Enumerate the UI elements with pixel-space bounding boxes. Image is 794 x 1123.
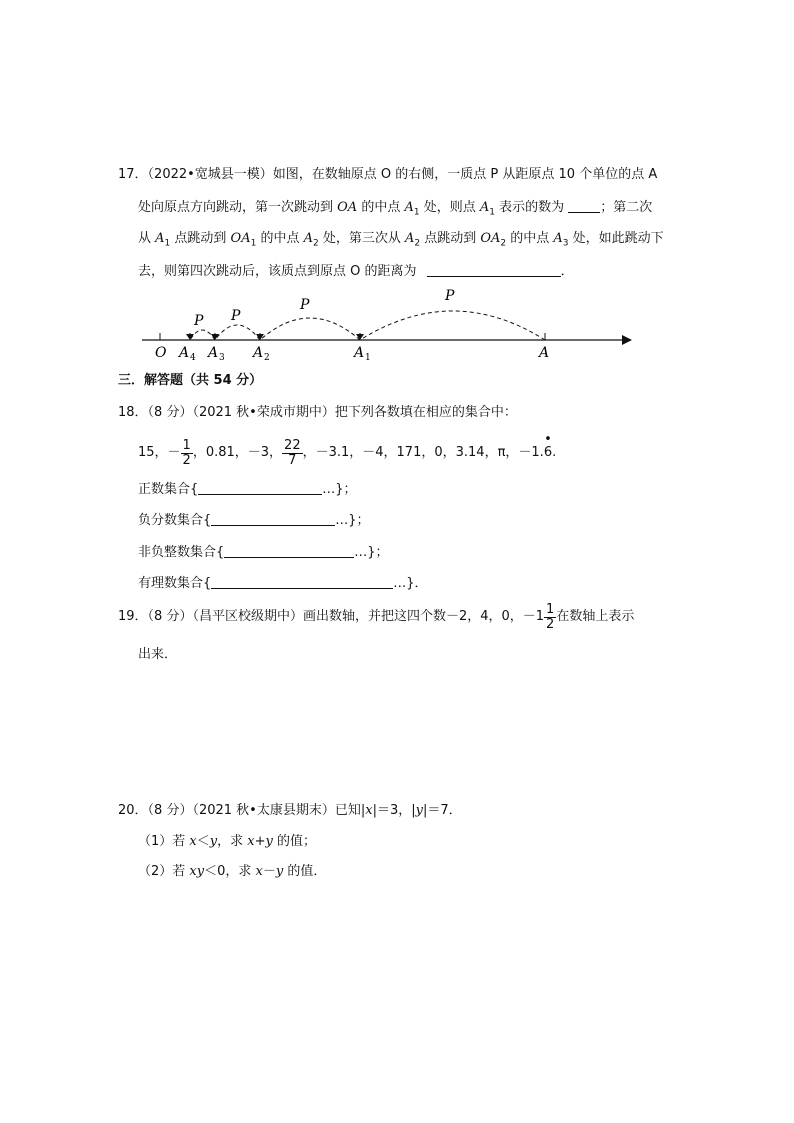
var-x: x xyxy=(247,834,255,849)
set-tail: …}； xyxy=(354,545,389,560)
math-A: A xyxy=(404,231,415,246)
frac-num: 22 xyxy=(284,437,301,453)
var-y: y xyxy=(265,834,273,849)
q17-text: 处向原点方向跳动，第一次跳动到 xyxy=(138,200,338,215)
q20-text: （1）若 xyxy=(138,834,190,849)
var-y: y xyxy=(415,803,423,818)
label-A2-sub: 2 xyxy=(264,353,270,363)
subscript: 3 xyxy=(562,238,569,249)
rational-set-blank[interactable] xyxy=(211,574,393,589)
q18-set-negative-fraction xyxy=(138,511,370,530)
frac-num: 1 xyxy=(182,437,191,453)
set-label: 有理数集合{ xyxy=(138,576,212,591)
q17-line2 xyxy=(138,198,652,222)
q19-line2: 出来． xyxy=(138,647,178,662)
var-x: x xyxy=(189,834,197,849)
label-P-1: P xyxy=(445,288,455,304)
set-label: 正数集合{ xyxy=(138,482,199,497)
label-A2: A xyxy=(253,345,264,361)
arrowhead-icon xyxy=(186,334,194,340)
frac-den: 2 xyxy=(546,616,555,632)
math-OA: OA xyxy=(230,231,251,246)
q17-number: 17． xyxy=(118,167,148,182)
set-tail: …}； xyxy=(322,482,357,497)
math-A: A xyxy=(155,231,165,246)
math-OA: OA xyxy=(337,200,358,215)
q17-text: 表示的数为 xyxy=(494,200,565,215)
math-A: A xyxy=(479,200,490,215)
set-label: 负分数集合{ xyxy=(138,513,212,528)
q20-text: － xyxy=(262,864,276,879)
q17-text: 的中点 xyxy=(256,231,304,246)
var-x: x xyxy=(255,864,263,879)
label-A1-sub: 1 xyxy=(365,353,371,363)
subscript: 1 xyxy=(413,207,420,218)
q20-text: + xyxy=(254,834,266,849)
label-A4: A xyxy=(179,345,190,361)
fraction-half xyxy=(181,439,193,468)
set-tail: …}． xyxy=(393,576,428,591)
label-A4-sub: 4 xyxy=(190,353,196,363)
q18-header: 18．（8 分）（2021 秋•荣成市期中）把下列各数填在相应的集合中： xyxy=(118,405,517,420)
label-A: A xyxy=(539,345,550,361)
jump-arc-2 xyxy=(260,318,360,340)
q17-answer-blank-1[interactable] xyxy=(568,198,600,213)
q20-part2 xyxy=(138,863,326,881)
q20-text: ＜ xyxy=(196,834,210,849)
q18-numbers xyxy=(138,432,557,468)
q18-text: ，－3.1，－4，171，0，3.14，π，－1. xyxy=(302,445,544,460)
math-A: A xyxy=(303,231,313,246)
set-label: 非负整数集合{ xyxy=(138,545,225,560)
q17-line1-text: （2022•宽城县一模）如图，在数轴原点 O 的右侧，一质点 P 从距原点 10 个单位的点 A xyxy=(147,167,658,182)
q18-text: ，0.81，－3， xyxy=(192,445,283,460)
q20-text: 20．（8 分）（2021 秋•太康县期末）已知| xyxy=(118,803,366,818)
q17-text: 从 xyxy=(138,231,156,246)
frac-num: 1 xyxy=(546,601,555,617)
q20-text: |＝3，| xyxy=(372,803,416,818)
frac-den: 7 xyxy=(288,452,297,468)
set-tail: …}； xyxy=(335,513,370,528)
math-A: A xyxy=(553,231,563,246)
positive-set-blank[interactable] xyxy=(198,480,322,495)
label-A3-sub: 3 xyxy=(219,353,225,363)
frac-den: 2 xyxy=(182,452,191,468)
q20-text: |＝7． xyxy=(422,803,462,818)
q17-text: 处，则点 xyxy=(419,200,480,215)
q20-text: ，求 xyxy=(217,834,248,849)
q17-answer-blank-2[interactable] xyxy=(427,262,561,277)
repeat-dot: • xyxy=(544,432,552,447)
q17-text: 的中点 xyxy=(357,200,405,215)
var-x: x xyxy=(365,803,373,818)
q18-text: 15，－ xyxy=(138,445,181,460)
q17-text: 处，第三次从 xyxy=(318,231,405,246)
q19-text: 在数轴上表示 xyxy=(556,609,635,624)
subscript: 1 xyxy=(250,238,257,249)
subscript: 2 xyxy=(414,238,421,249)
repeat-digit: 6 xyxy=(543,445,553,460)
label-P-3: P xyxy=(231,308,241,324)
q20-header xyxy=(118,802,462,820)
section-title: 三．解答题（共 54 分） xyxy=(118,373,263,388)
label-P-2: P xyxy=(300,297,310,313)
var-y: y xyxy=(275,864,284,879)
q19-header xyxy=(118,602,634,632)
q20-text: 的值； xyxy=(272,834,317,849)
subscript: 1 xyxy=(164,238,171,249)
q20-text: ＜0，求 xyxy=(204,864,256,879)
label-A3: A xyxy=(208,345,219,361)
q17-line1 xyxy=(118,166,657,184)
q17-text: 点跳动到 xyxy=(170,231,231,246)
jump-arc-4 xyxy=(190,330,215,340)
math-A: A xyxy=(404,200,414,215)
q19-text: 19．（8 分）（昌平区校级期中）画出数轴，并把这四个数－2，4，0，－1 xyxy=(118,609,545,624)
negative-fraction-set-blank[interactable] xyxy=(211,511,335,526)
q18-set-nonneg-int xyxy=(138,543,389,562)
jump-arc-3 xyxy=(215,325,260,340)
q20-part1 xyxy=(138,833,316,851)
q17-text: 点跳动到 xyxy=(420,231,481,246)
var-y: y xyxy=(209,834,218,849)
q17-text: ；第二次 xyxy=(600,200,653,215)
q17-line4 xyxy=(138,262,574,281)
q18-set-positive xyxy=(138,480,357,499)
q17-text: 的中点 xyxy=(506,231,554,246)
number-line-figure xyxy=(138,284,638,364)
q17-text: 去，则第四次跳动后，该质点到原点 O 的距离为 xyxy=(138,264,417,279)
var-xy: xy xyxy=(189,864,205,879)
nonnegative-integer-set-blank[interactable] xyxy=(224,543,354,558)
q17-text: ． xyxy=(560,264,574,279)
q18-set-rational xyxy=(138,574,428,593)
q17-text: 处，如此跳动下 xyxy=(568,231,664,246)
subscript: 2 xyxy=(312,238,319,249)
repeating-digit xyxy=(543,432,553,462)
label-O: O xyxy=(155,345,167,361)
math-OA: OA xyxy=(480,231,501,246)
label-A1: A xyxy=(354,345,365,361)
fraction-22-7 xyxy=(282,439,303,468)
q18-text: . xyxy=(552,445,557,460)
label-P-4: P xyxy=(194,313,204,329)
q20-text: 的值． xyxy=(283,864,327,879)
q20-text: （2）若 xyxy=(138,864,190,879)
subscript: 1 xyxy=(489,207,495,218)
jump-arc-1 xyxy=(360,311,545,340)
q17-line3 xyxy=(138,230,664,253)
fraction-half xyxy=(544,603,556,632)
subscript: 2 xyxy=(500,238,507,249)
axis-arrow-icon xyxy=(622,335,632,345)
